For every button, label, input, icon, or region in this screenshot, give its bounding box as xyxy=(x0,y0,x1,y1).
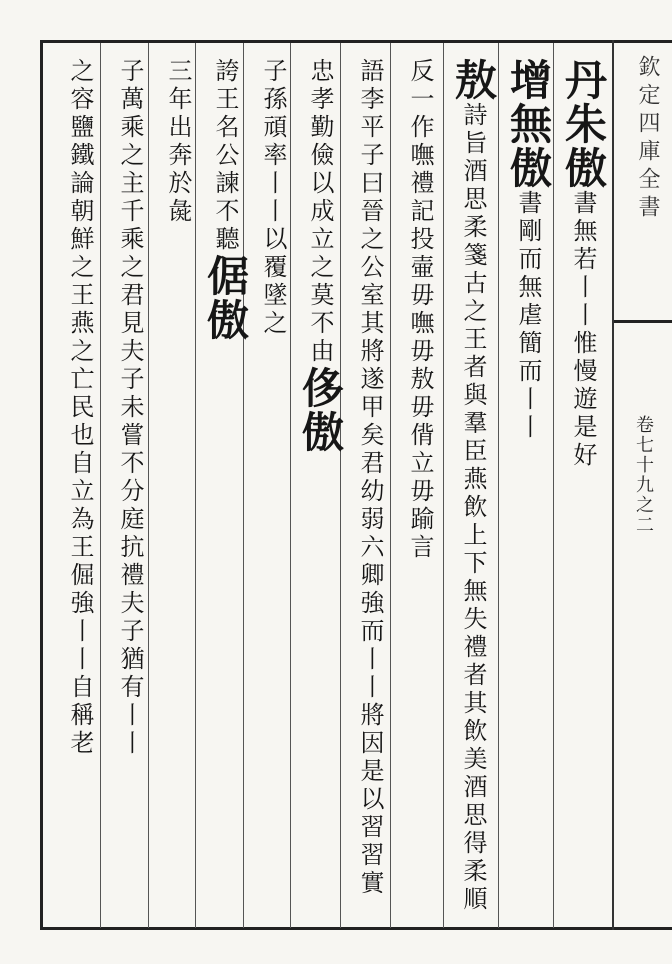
fold-bar xyxy=(614,320,672,323)
text-column-9 xyxy=(153,58,203,918)
text-column-7 xyxy=(248,58,298,918)
fold-volume: 卷七十九之二 xyxy=(633,415,654,535)
column-rule xyxy=(553,43,554,928)
annotation: 忠孝勤儉以成立之莫不由 xyxy=(306,58,334,366)
text-column-3 xyxy=(448,58,498,918)
annotation: 子萬乘之主千乘之君見夫子未嘗不分庭抗禮夫子猶有丨丨 xyxy=(116,58,144,758)
text-column-4 xyxy=(395,58,445,918)
text-column-11 xyxy=(55,58,105,918)
annotation: 三年出奔於彘 xyxy=(164,58,192,226)
annotation: 子孫頑率丨丨以覆墜之 xyxy=(259,58,287,338)
headword: 敖 xyxy=(449,58,498,102)
annotation: 語李平子曰晉之公室其將遂甲矣君幼弱六卿強而丨丨將因是以習習實 xyxy=(356,58,384,898)
headword: 倨 xyxy=(201,254,250,298)
text-column-8 xyxy=(200,58,250,918)
text-column-1 xyxy=(558,58,608,918)
annotation: 之容鹽鐵論朝鮮之王燕之亡民也自立為王倔強丨丨自稱老 xyxy=(66,58,94,758)
text-column-5 xyxy=(345,58,395,918)
headword: 侈 xyxy=(296,366,345,410)
annotation: 誇王名公諫不聽 xyxy=(211,58,239,254)
text-column-2 xyxy=(503,58,553,918)
text-column-6 xyxy=(295,58,345,918)
headword: 傲 xyxy=(296,410,345,454)
headword: 丹朱傲 xyxy=(559,58,608,190)
headword: 增無傲 xyxy=(504,58,553,190)
fold-title: 欽定四庫全書 xyxy=(635,55,660,223)
annotation: 書剛而無虐簡而丨丨 xyxy=(514,190,542,442)
annotation: 詩旨酒思柔箋古之王者與羣臣燕飲上下無失禮者其飲美酒思得柔順 xyxy=(459,102,487,914)
text-column-10 xyxy=(105,58,155,918)
annotation: 書無若丨丨惟慢遊是好 xyxy=(569,190,597,470)
annotation: 反一作嘸禮記投壷毋嘸毋敖毋偝立毋踰言 xyxy=(406,58,434,562)
headword: 傲 xyxy=(201,298,250,342)
column-rule xyxy=(498,43,499,928)
